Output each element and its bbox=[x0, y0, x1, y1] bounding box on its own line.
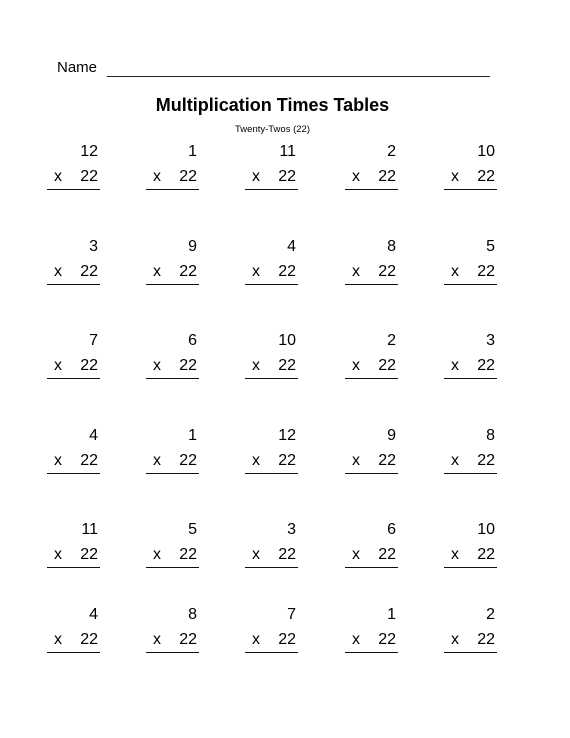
problem-item bbox=[47, 331, 100, 383]
multiplicand: 12 bbox=[278, 427, 296, 444]
multiply-sign: x bbox=[252, 357, 260, 374]
multiplier: 22 bbox=[477, 263, 495, 280]
multiplier: 22 bbox=[378, 546, 396, 563]
multiplier: 22 bbox=[278, 452, 296, 469]
name-row bbox=[57, 58, 497, 80]
multiplier: 22 bbox=[179, 452, 197, 469]
multiply-sign: x bbox=[54, 452, 62, 469]
answer-line[interactable] bbox=[444, 378, 497, 379]
multiplicand: 5 bbox=[188, 521, 197, 538]
problem-item bbox=[245, 426, 298, 478]
problem-item bbox=[345, 331, 398, 383]
problem-item bbox=[146, 426, 199, 478]
multiplicand: 6 bbox=[188, 332, 197, 349]
answer-line[interactable] bbox=[47, 378, 100, 379]
answer-line[interactable] bbox=[47, 652, 100, 653]
problem-item bbox=[146, 142, 199, 194]
answer-line[interactable] bbox=[345, 284, 398, 285]
answer-line[interactable] bbox=[444, 284, 497, 285]
problem-item bbox=[47, 426, 100, 478]
multiply-sign: x bbox=[153, 452, 161, 469]
answer-line[interactable] bbox=[47, 473, 100, 474]
multiplicand: 3 bbox=[89, 238, 98, 255]
multiplier: 22 bbox=[378, 452, 396, 469]
multiplicand: 7 bbox=[89, 332, 98, 349]
name-label: Name bbox=[57, 59, 98, 76]
multiply-sign: x bbox=[451, 631, 459, 648]
problem-item bbox=[146, 605, 199, 657]
multiplicand: 11 bbox=[279, 143, 296, 160]
multiplicand: 3 bbox=[287, 521, 296, 538]
multiplier: 22 bbox=[80, 263, 98, 280]
problem-item bbox=[47, 237, 100, 289]
answer-line[interactable] bbox=[245, 473, 298, 474]
answer-line[interactable] bbox=[245, 284, 298, 285]
multiplier: 22 bbox=[477, 452, 495, 469]
multiplier: 22 bbox=[278, 168, 296, 185]
problem-item bbox=[345, 142, 398, 194]
multiply-sign: x bbox=[54, 357, 62, 374]
answer-line[interactable] bbox=[146, 652, 199, 653]
problem-item bbox=[345, 237, 398, 289]
problem-item bbox=[444, 520, 497, 572]
multiplicand: 10 bbox=[477, 143, 495, 160]
multiplier: 22 bbox=[477, 546, 495, 563]
problem-item bbox=[47, 142, 100, 194]
answer-line[interactable] bbox=[146, 567, 199, 568]
multiplier: 22 bbox=[477, 631, 495, 648]
multiply-sign: x bbox=[352, 546, 360, 563]
multiply-sign: x bbox=[451, 263, 459, 280]
answer-line[interactable] bbox=[245, 652, 298, 653]
answer-line[interactable] bbox=[146, 284, 199, 285]
multiply-sign: x bbox=[451, 546, 459, 563]
multiplicand: 1 bbox=[188, 427, 197, 444]
multiply-sign: x bbox=[352, 357, 360, 374]
answer-line[interactable] bbox=[245, 378, 298, 379]
multiply-sign: x bbox=[252, 631, 260, 648]
multiply-sign: x bbox=[252, 168, 260, 185]
multiplicand: 10 bbox=[477, 521, 495, 538]
answer-line[interactable] bbox=[47, 284, 100, 285]
multiplier: 22 bbox=[179, 357, 197, 374]
answer-line[interactable] bbox=[345, 652, 398, 653]
multiplicand: 12 bbox=[80, 143, 98, 160]
answer-line[interactable] bbox=[47, 567, 100, 568]
problem-item bbox=[245, 605, 298, 657]
multiply-sign: x bbox=[252, 452, 260, 469]
multiplier: 22 bbox=[80, 546, 98, 563]
problem-item bbox=[146, 331, 199, 383]
multiplier: 22 bbox=[179, 546, 197, 563]
answer-line[interactable] bbox=[146, 473, 199, 474]
multiplier: 22 bbox=[179, 631, 197, 648]
multiplicand: 9 bbox=[387, 427, 396, 444]
multiply-sign: x bbox=[352, 452, 360, 469]
answer-line[interactable] bbox=[47, 189, 100, 190]
problem-item bbox=[444, 605, 497, 657]
multiplicand: 2 bbox=[387, 332, 396, 349]
multiplier: 22 bbox=[378, 263, 396, 280]
problem-item bbox=[146, 520, 199, 572]
multiplier: 22 bbox=[278, 546, 296, 563]
problem-item bbox=[345, 520, 398, 572]
page-title: Multiplication Times Tables bbox=[155, 95, 390, 115]
multiplicand: 9 bbox=[188, 238, 197, 255]
multiply-sign: x bbox=[451, 168, 459, 185]
problem-grid bbox=[47, 142, 507, 662]
multiplicand: 5 bbox=[486, 238, 495, 255]
multiply-sign: x bbox=[153, 263, 161, 280]
multiply-sign: x bbox=[352, 631, 360, 648]
multiply-sign: x bbox=[451, 357, 459, 374]
multiplier: 22 bbox=[477, 168, 495, 185]
problem-item bbox=[345, 605, 398, 657]
answer-line[interactable] bbox=[444, 189, 497, 190]
multiplier: 22 bbox=[80, 168, 98, 185]
multiplier: 22 bbox=[80, 452, 98, 469]
problem-item bbox=[444, 426, 497, 478]
multiply-sign: x bbox=[252, 546, 260, 563]
answer-line[interactable] bbox=[245, 189, 298, 190]
problem-item bbox=[345, 426, 398, 478]
problem-item bbox=[245, 142, 298, 194]
multiply-sign: x bbox=[153, 546, 161, 563]
multiplicand: 8 bbox=[387, 238, 396, 255]
problem-item bbox=[47, 520, 100, 572]
multiply-sign: x bbox=[352, 168, 360, 185]
name-answer-line[interactable] bbox=[107, 76, 490, 77]
multiply-sign: x bbox=[54, 168, 62, 185]
multiply-sign: x bbox=[153, 168, 161, 185]
multiplier: 22 bbox=[378, 357, 396, 374]
answer-line[interactable] bbox=[245, 567, 298, 568]
problem-item bbox=[245, 520, 298, 572]
problem-item bbox=[444, 331, 497, 383]
multiplicand: 4 bbox=[89, 427, 98, 444]
problem-item bbox=[245, 331, 298, 383]
multiplier: 22 bbox=[378, 168, 396, 185]
multiplicand: 10 bbox=[278, 332, 296, 349]
multiply-sign: x bbox=[252, 263, 260, 280]
multiplier: 22 bbox=[80, 631, 98, 648]
multiplicand: 1 bbox=[387, 606, 396, 623]
multiply-sign: x bbox=[153, 357, 161, 374]
answer-line[interactable] bbox=[146, 378, 199, 379]
multiplier: 22 bbox=[278, 263, 296, 280]
multiplicand: 2 bbox=[387, 143, 396, 160]
answer-line[interactable] bbox=[146, 189, 199, 190]
multiply-sign: x bbox=[451, 452, 459, 469]
multiplier: 22 bbox=[378, 631, 396, 648]
problem-item bbox=[444, 142, 497, 194]
multiplicand: 7 bbox=[287, 606, 296, 623]
answer-line[interactable] bbox=[345, 189, 398, 190]
multiplicand: 8 bbox=[486, 427, 495, 444]
problem-item bbox=[245, 237, 298, 289]
multiplicand: 1 bbox=[188, 143, 197, 160]
answer-line[interactable] bbox=[345, 378, 398, 379]
page-subtitle: Twenty-Twos (22) bbox=[235, 124, 310, 135]
multiplicand: 6 bbox=[387, 521, 396, 538]
multiply-sign: x bbox=[54, 546, 62, 563]
multiplicand: 3 bbox=[486, 332, 495, 349]
multiply-sign: x bbox=[352, 263, 360, 280]
multiply-sign: x bbox=[54, 631, 62, 648]
multiply-sign: x bbox=[54, 263, 62, 280]
answer-line[interactable] bbox=[444, 567, 497, 568]
multiplicand: 2 bbox=[486, 606, 495, 623]
problem-item bbox=[146, 237, 199, 289]
multiplier: 22 bbox=[278, 631, 296, 648]
multiplicand: 8 bbox=[188, 606, 197, 623]
problem-item bbox=[444, 237, 497, 289]
answer-line[interactable] bbox=[345, 567, 398, 568]
multiplier: 22 bbox=[179, 168, 197, 185]
multiplicand: 11 bbox=[81, 521, 98, 538]
multiplicand: 4 bbox=[287, 238, 296, 255]
multiplier: 22 bbox=[278, 357, 296, 374]
multiplicand: 4 bbox=[89, 606, 98, 623]
multiplier: 22 bbox=[477, 357, 495, 374]
multiplier: 22 bbox=[80, 357, 98, 374]
problem-item bbox=[47, 605, 100, 657]
answer-line[interactable] bbox=[444, 652, 497, 653]
multiplier: 22 bbox=[179, 263, 197, 280]
answer-line[interactable] bbox=[345, 473, 398, 474]
multiply-sign: x bbox=[153, 631, 161, 648]
answer-line[interactable] bbox=[444, 473, 497, 474]
